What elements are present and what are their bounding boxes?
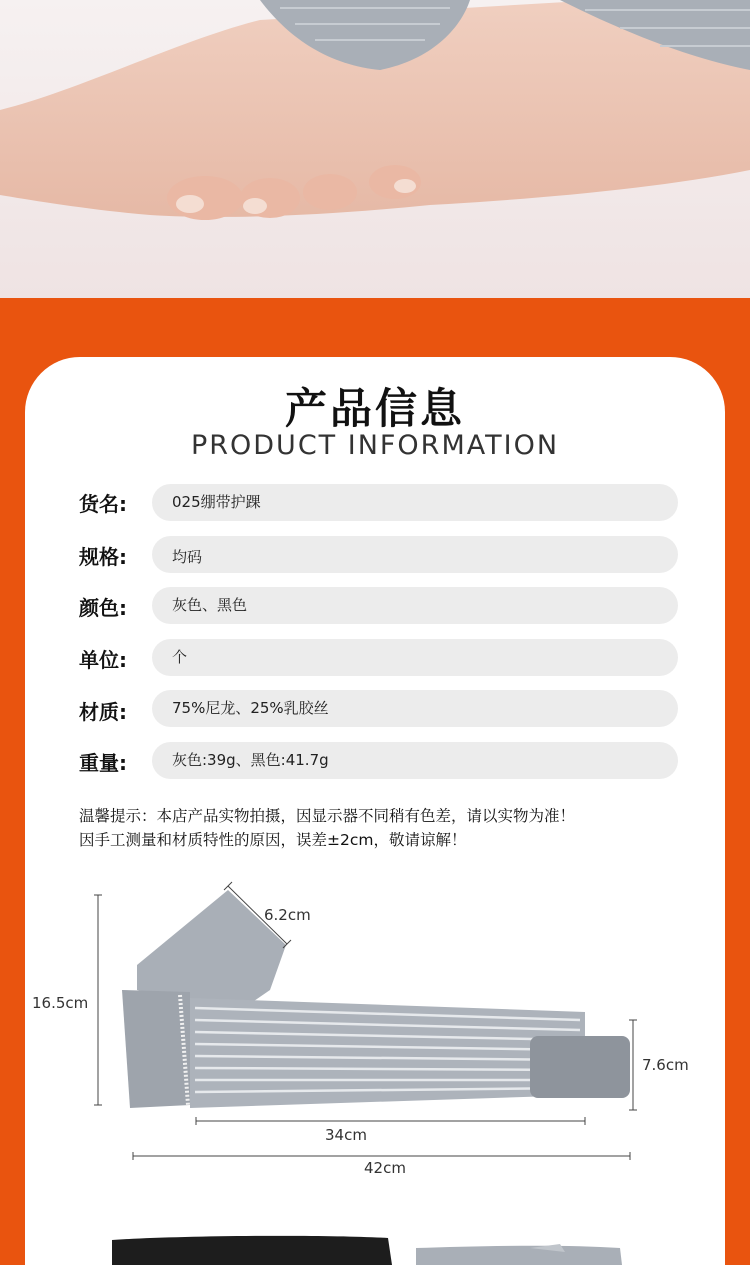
value-spec: 均码 <box>172 548 203 566</box>
label-weight: 重量: <box>79 751 127 775</box>
label-spec: 规格: <box>79 545 127 569</box>
product-photo <box>0 0 750 298</box>
label-material: 材质: <box>79 700 127 724</box>
value-unit: 个 <box>172 648 188 666</box>
section-title: 产品信息 <box>284 384 465 433</box>
value-pill-spec <box>152 536 678 573</box>
dim-band-length: 34cm <box>325 1126 367 1144</box>
value-color: 灰色、黑色 <box>172 596 248 614</box>
value-pill-name <box>152 484 678 521</box>
label-name: 货名: <box>79 492 127 516</box>
label-color: 颜色: <box>79 596 127 620</box>
value-pill-weight <box>152 742 678 779</box>
dim-top-width: 6.2cm <box>264 906 311 924</box>
value-material: 75%尼龙、25%乳胶丝 <box>172 699 329 717</box>
section-subtitle: PRODUCT INFORMATION <box>190 430 560 461</box>
dim-strap-height: 7.6cm <box>642 1056 689 1074</box>
label-unit: 单位: <box>79 648 127 672</box>
value-pill-material <box>152 690 678 727</box>
dim-total-length: 42cm <box>364 1159 406 1177</box>
notice-line-1: 温馨提示：本店产品实物拍摄，因显示器不同稍有色差，请以实物为准！ <box>79 807 576 825</box>
value-name: 025绷带护踝 <box>172 493 261 511</box>
dimension-diagram <box>0 880 750 1200</box>
value-pill-color <box>152 587 678 624</box>
value-pill-unit <box>152 639 678 676</box>
notice-line-2: 因手工测量和材质特性的原因，误差±2cm，敬请谅解！ <box>79 831 467 849</box>
value-weight: 灰色:39g、黑色:41.7g <box>172 751 329 769</box>
dim-height: 16.5cm <box>32 994 89 1012</box>
product-variants-preview <box>0 1230 750 1265</box>
